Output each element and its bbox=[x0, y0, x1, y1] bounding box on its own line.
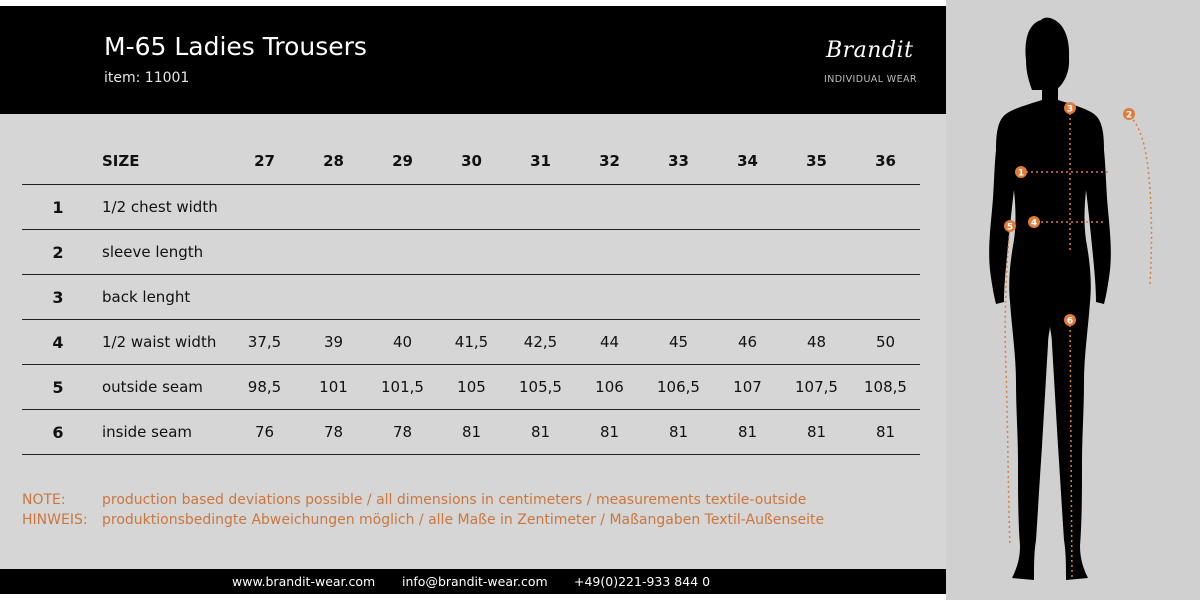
table-cell bbox=[506, 275, 575, 320]
row-label: back lenght bbox=[94, 275, 230, 320]
svg-text:5: 5 bbox=[1006, 222, 1014, 233]
table-cell bbox=[575, 275, 644, 320]
table-cell bbox=[644, 275, 713, 320]
size-table bbox=[22, 138, 920, 455]
table-cell: 41,5 bbox=[437, 320, 506, 365]
table-cell: 42,5 bbox=[506, 320, 575, 365]
footer-email-link[interactable]: info@brandit-wear.com bbox=[402, 574, 548, 589]
table-cell: 81 bbox=[644, 410, 713, 455]
table-cell: 48 bbox=[782, 320, 851, 365]
note-text: production based deviations possible / all dimensions in centimeters / measurements textile-outside bbox=[102, 492, 807, 508]
table-cell: 44 bbox=[575, 320, 644, 365]
table-cell: 45 bbox=[644, 320, 713, 365]
size-header-cell: 31 bbox=[506, 138, 575, 185]
size-chart-panel bbox=[0, 6, 946, 594]
footer-phone: +49(0)221-933 844 0 bbox=[574, 574, 711, 589]
table-cell bbox=[713, 230, 782, 275]
table-cell bbox=[437, 275, 506, 320]
table-cell bbox=[506, 185, 575, 230]
table-cell: 46 bbox=[713, 320, 782, 365]
note-text: produktionsbedingte Abweichungen möglich / alle Maße in Zentimeter / Maßangaben Textil-Außenseite bbox=[102, 512, 825, 528]
row-number: 2 bbox=[22, 230, 94, 275]
table-cell: 81 bbox=[506, 410, 575, 455]
table-cell: 98,5 bbox=[230, 365, 299, 410]
row-label: 1/2 chest width bbox=[94, 185, 230, 230]
size-header-cell: 27 bbox=[230, 138, 299, 185]
header-blank-cell bbox=[22, 138, 94, 185]
table-row bbox=[22, 320, 920, 365]
table-cell: 39 bbox=[299, 320, 368, 365]
table-cell bbox=[782, 185, 851, 230]
table-cell: 81 bbox=[782, 410, 851, 455]
table-cell: 76 bbox=[230, 410, 299, 455]
row-number: 1 bbox=[22, 185, 94, 230]
table-cell: 81 bbox=[713, 410, 782, 455]
table-cell bbox=[299, 275, 368, 320]
table-cell: 105 bbox=[437, 365, 506, 410]
table-row bbox=[22, 410, 920, 455]
brand-logo: Brandit bbox=[826, 38, 914, 63]
silhouette bbox=[989, 18, 1111, 580]
table-cell: 78 bbox=[299, 410, 368, 455]
footer-website-link[interactable]: www.brandit-wear.com bbox=[232, 574, 376, 589]
guide-sleeve bbox=[1130, 116, 1152, 284]
table-cell bbox=[782, 230, 851, 275]
table-cell: 81 bbox=[575, 410, 644, 455]
size-header-cell: 34 bbox=[713, 138, 782, 185]
table-cell bbox=[230, 185, 299, 230]
table-cell bbox=[506, 230, 575, 275]
table-cell: 106 bbox=[575, 365, 644, 410]
row-number: 3 bbox=[22, 275, 94, 320]
table-cell bbox=[644, 230, 713, 275]
product-title: M-65 Ladies Trousers bbox=[104, 32, 367, 61]
svg-text:1: 1 bbox=[1017, 168, 1025, 179]
table-row bbox=[22, 185, 920, 230]
row-number: 6 bbox=[22, 410, 94, 455]
row-label: outside seam bbox=[94, 365, 230, 410]
table-cell: 40 bbox=[368, 320, 437, 365]
table-cell bbox=[368, 230, 437, 275]
size-header-cell: 33 bbox=[644, 138, 713, 185]
table-cell bbox=[230, 230, 299, 275]
table-cell: 107 bbox=[713, 365, 782, 410]
size-header-cell: 30 bbox=[437, 138, 506, 185]
item-number: item: 11001 bbox=[104, 70, 190, 86]
marker-2 bbox=[1123, 108, 1135, 121]
row-number: 4 bbox=[22, 320, 94, 365]
table-cell bbox=[851, 185, 920, 230]
table-cell bbox=[575, 230, 644, 275]
note-key: NOTE: bbox=[22, 492, 66, 508]
size-header-cell: 36 bbox=[851, 138, 920, 185]
row-label: sleeve length bbox=[94, 230, 230, 275]
measurement-figure-panel bbox=[946, 0, 1200, 600]
svg-text:4: 4 bbox=[1030, 218, 1038, 229]
table-cell bbox=[575, 185, 644, 230]
table-cell bbox=[368, 275, 437, 320]
table-cell: 107,5 bbox=[782, 365, 851, 410]
table-cell bbox=[713, 275, 782, 320]
brand-tagline: INDIVIDUAL WEAR bbox=[824, 74, 917, 85]
table-cell: 81 bbox=[437, 410, 506, 455]
table-row bbox=[22, 230, 920, 275]
guide-outside-seam bbox=[1005, 226, 1010, 546]
table-cell: 37,5 bbox=[230, 320, 299, 365]
table-cell: 101 bbox=[299, 365, 368, 410]
table-cell bbox=[368, 185, 437, 230]
note-key: HINWEIS: bbox=[22, 512, 88, 528]
size-header-cell: 35 bbox=[782, 138, 851, 185]
table-cell: 106,5 bbox=[644, 365, 713, 410]
row-number: 5 bbox=[22, 365, 94, 410]
size-header-cell: 32 bbox=[575, 138, 644, 185]
table-cell bbox=[851, 230, 920, 275]
table-cell: 78 bbox=[368, 410, 437, 455]
size-header-cell: 29 bbox=[368, 138, 437, 185]
table-row bbox=[22, 275, 920, 320]
table-cell: 101,5 bbox=[368, 365, 437, 410]
table-cell bbox=[851, 275, 920, 320]
table-cell bbox=[299, 230, 368, 275]
size-header-label: SIZE bbox=[94, 138, 230, 185]
footer-bar bbox=[0, 569, 946, 594]
row-label: 1/2 waist width bbox=[94, 320, 230, 365]
table-cell: 81 bbox=[851, 410, 920, 455]
size-header-cell: 28 bbox=[299, 138, 368, 185]
header-bar bbox=[0, 6, 946, 114]
table-cell: 50 bbox=[851, 320, 920, 365]
table-cell: 108,5 bbox=[851, 365, 920, 410]
table-cell bbox=[299, 185, 368, 230]
table-cell bbox=[713, 185, 782, 230]
svg-text:3: 3 bbox=[1066, 104, 1074, 115]
row-label: inside seam bbox=[94, 410, 230, 455]
table-cell bbox=[644, 185, 713, 230]
body-silhouette-figure bbox=[946, 0, 1200, 600]
table-row bbox=[22, 365, 920, 410]
svg-text:2: 2 bbox=[1125, 110, 1133, 121]
table-cell bbox=[782, 275, 851, 320]
table-cell bbox=[437, 230, 506, 275]
table-cell bbox=[437, 185, 506, 230]
svg-text:6: 6 bbox=[1066, 316, 1074, 327]
table-cell: 105,5 bbox=[506, 365, 575, 410]
size-header-row bbox=[22, 138, 920, 185]
table-cell bbox=[230, 275, 299, 320]
